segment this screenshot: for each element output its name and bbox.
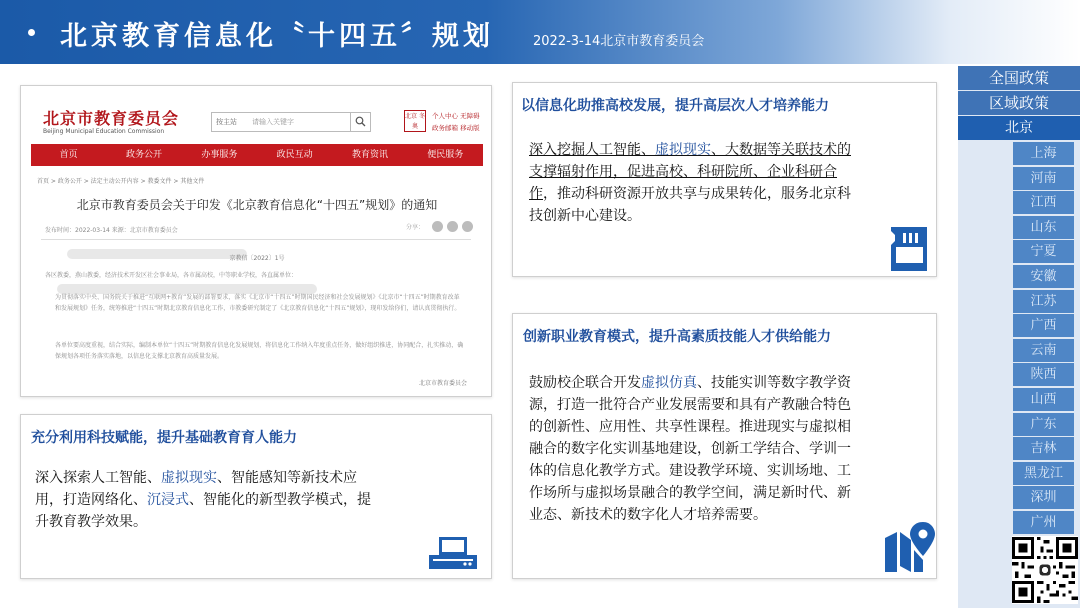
- website-screenshot-card: [20, 85, 492, 397]
- sidebar-item-shenzhen[interactable]: 深圳: [1013, 486, 1074, 509]
- sidebar-item-shanghai[interactable]: 上海: [1013, 142, 1074, 165]
- share-icon[interactable]: [447, 221, 458, 232]
- site-search-input[interactable]: 请输入关键字: [252, 118, 294, 126]
- site-breadcrumb: 首页 > 政务公开 > 法定主动公开内容 > 教委文件 > 其他文件: [37, 178, 205, 185]
- card-title: 以信息化助推高校发展，提升高层次人才培养能力: [521, 98, 829, 114]
- card-body: [529, 139, 864, 227]
- site-article-title: 北京市教育委员会关于印发《北京教育信息化“十四五”规划》的通知: [76, 198, 438, 212]
- site-logo: 北京市教育委员会: [43, 109, 180, 128]
- site-nav-interaction[interactable]: 政民互动: [276, 150, 313, 160]
- sidebar-item-heilongjiang[interactable]: 黑龙江: [1013, 462, 1074, 485]
- sidebar-item-yunnan[interactable]: 云南: [1013, 339, 1074, 362]
- site-search-button[interactable]: [350, 113, 370, 131]
- body-text: 鼓励校企联合开发: [529, 375, 641, 391]
- region-sidebar: [958, 66, 1080, 608]
- site-top-links: [432, 110, 480, 134]
- map-pin-icon: [883, 520, 937, 574]
- higher-education-card: [512, 82, 937, 277]
- sidebar-item-guangxi[interactable]: 广西: [1013, 314, 1074, 337]
- sidebar-item-shaanxi[interactable]: 陕西: [1013, 363, 1074, 386]
- tab-national-policy[interactable]: 全国政策: [958, 66, 1080, 90]
- sidebar-item-henan[interactable]: 河南: [1013, 167, 1074, 190]
- card-body: [35, 467, 380, 533]
- search-icon: [355, 116, 366, 127]
- site-article-para: 各单位要高度重视，结合实际，编制本单位“十四五”时期教育信息化发展规划，将信息化工作纳入年度重点任务，做好组织推进，协同配合，扎实推动，确保规划各项任务落实落地，以信息化支撑北京教育高质量发展。: [55, 342, 464, 360]
- vocational-education-card: [512, 313, 937, 579]
- site-doc-number: 京教信〔2022〕1号: [229, 255, 285, 262]
- keyword-highlight: 虚拟现实: [161, 470, 217, 486]
- site-top-link-row[interactable]: 政务邮箱 移动版: [432, 124, 480, 132]
- page-title: 北京教育信息化〝十四五〞规划: [60, 21, 494, 52]
- site-nav-news[interactable]: 教育资讯: [351, 150, 388, 160]
- sd-card-icon: [887, 225, 931, 273]
- site-divider: [41, 239, 471, 240]
- site-share-label: 分享：: [405, 224, 424, 231]
- body-text: 深入挖掘人工智能、: [529, 142, 655, 158]
- card-body: [529, 372, 864, 526]
- sidebar-item-jilin[interactable]: 吉林: [1013, 437, 1074, 460]
- site-logo-en: Beijing Municipal Education Commission: [43, 128, 165, 135]
- site-article-meta: 发布时间：2022-03-14 来源：北京市教育委员会: [45, 227, 178, 234]
- share-icon[interactable]: [462, 221, 473, 232]
- bullet-dot-icon: [28, 29, 35, 36]
- website-screenshot: [27, 92, 485, 390]
- site-olympic-badge: 北京 冬奥: [404, 110, 426, 132]
- site-signature: 北京市教育委员会: [418, 380, 467, 387]
- body-text: 、大数据等关联技术的支撑辐射作用，促进高校、科研院所、企业科研合作: [529, 142, 851, 202]
- sidebar-item-guangzhou[interactable]: 广州: [1013, 511, 1074, 534]
- sidebar-item-shandong[interactable]: 山东: [1013, 216, 1074, 239]
- site-article-para: 为贯彻落实中央、国务院关于推进“互联网+教育”发展的部署要求，落实《北京市“十四五”时期国民经济和社会发展规划》《北京市“十四五”时期教育改革和发展规划》任务，统筹推进“十四五”时期北京教育信息化工作，市教委研究制定了《北京教育信息化“十四五”规划》，现印发给你们，请认真贯彻执行。: [55, 294, 461, 312]
- site-search-scope[interactable]: 按主站: [216, 118, 237, 126]
- card-title: 充分利用科技赋能，提升基础教育育人能力: [31, 430, 297, 446]
- page-subtitle: 2022-3-14北京市教育委员会: [533, 34, 705, 49]
- site-nav-bar: [31, 144, 483, 166]
- card-title: 创新职业教育模式，提升高素质技能人才供给能力: [523, 329, 831, 345]
- sidebar-item-ningxia[interactable]: 宁夏: [1013, 240, 1074, 263]
- presentation-screen-icon: [427, 533, 479, 573]
- site-nav-services[interactable]: 办事服务: [201, 150, 238, 160]
- sidebar-item-guangdong[interactable]: 广东: [1013, 413, 1074, 436]
- keyword-highlight: 沉浸式: [147, 492, 189, 508]
- body-text: 、技能实训等数字教学资源，打造一批符合产业发展需要和具有产教融合特色的创新性、应用性、共享性课程。推进现实与虚拟相融合的数字化实训基地建设，创新工学结合、学训一体的信息化教学方式。建设教学环境、实训场地、工作场所与虚拟场景融合的教学空间，满足新时代、新业态、新技术的数字化人才培养需要。: [529, 375, 851, 523]
- sidebar-item-shanxi[interactable]: 山西: [1013, 388, 1074, 411]
- body-text: ，推动科研资源开放共享与成果转化，服务北京科技创新中心建设。: [529, 186, 851, 224]
- tab-regional-policy[interactable]: 区域政策: [958, 91, 1080, 115]
- body-text: 、智能感知等新技术应用，打造网络化、: [35, 470, 357, 508]
- qr-code: [1012, 536, 1078, 604]
- body-text: 、智能化的新型教学模式，提升教育教学效果。: [35, 492, 371, 530]
- site-nav-home[interactable]: 首页: [59, 150, 78, 160]
- sidebar-item-beijing[interactable]: 北京: [958, 116, 1080, 140]
- site-nav-gov-affairs[interactable]: 政务公开: [125, 150, 162, 160]
- site-topbar: [31, 98, 483, 138]
- header-banner: [0, 0, 1080, 64]
- site-article-para: 各区教委，燕山教委，经济技术开发区社会事业局，各市属高校，中等职业学校，各直属单位：: [45, 272, 298, 279]
- keyword-highlight: 虚拟仿真: [641, 375, 697, 391]
- sidebar-item-jiangxi[interactable]: 江西: [1013, 191, 1074, 214]
- sidebar-item-anhui[interactable]: 安徽: [1013, 265, 1074, 288]
- keyword-highlight: 虚拟现实: [655, 142, 711, 158]
- sidebar-item-jiangsu[interactable]: 江苏: [1013, 290, 1074, 313]
- body-text: 深入探索人工智能、: [35, 470, 161, 486]
- share-icon[interactable]: [432, 221, 443, 232]
- basic-education-card: [20, 414, 492, 579]
- site-share-bar: [406, 221, 473, 232]
- site-nav-public-services[interactable]: 便民服务: [427, 150, 464, 160]
- site-search-box[interactable]: [211, 112, 371, 132]
- site-top-link-row[interactable]: 个人中心 无障碍: [432, 112, 480, 120]
